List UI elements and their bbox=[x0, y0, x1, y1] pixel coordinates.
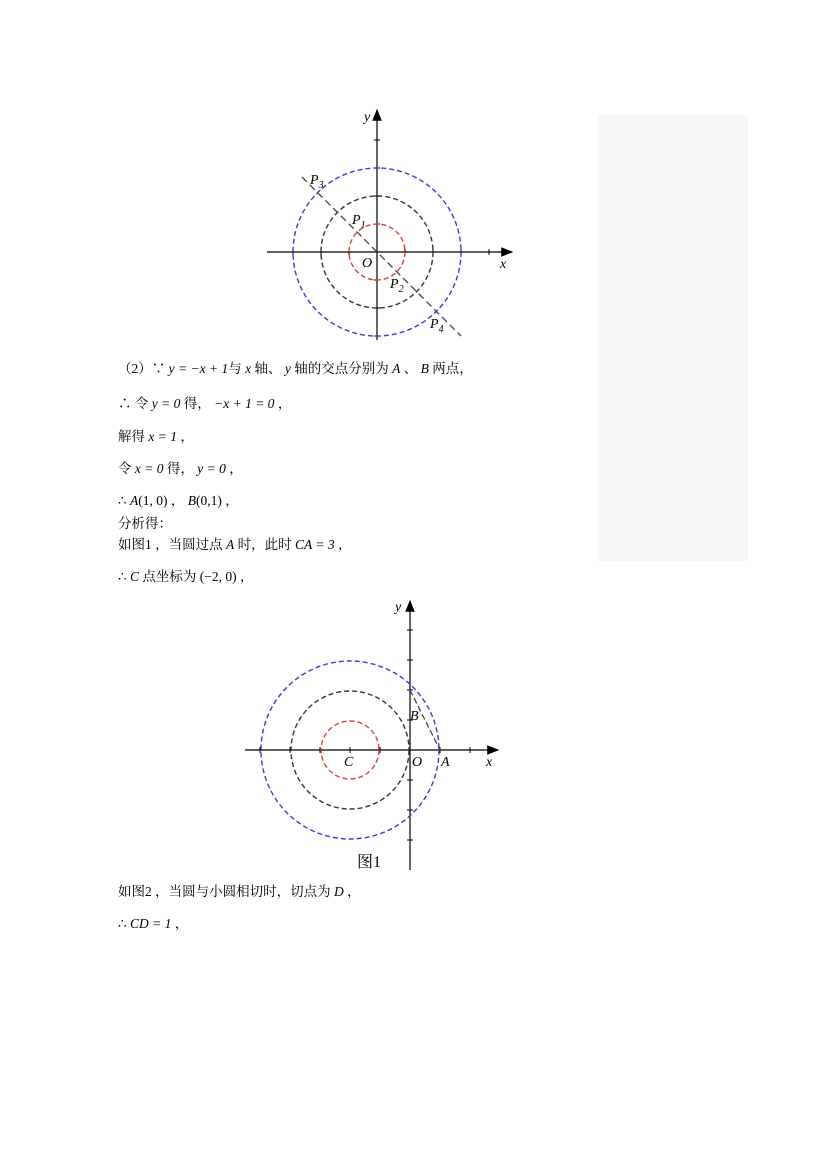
point-a-label: A bbox=[441, 755, 450, 770]
point-p4-label: $P_4$ bbox=[430, 317, 444, 335]
point-b-label: B bbox=[410, 709, 419, 724]
sidebar-panel bbox=[598, 115, 748, 561]
text-line-7: 如图1 ，当圆过点 A 时，此时 CA = 3 ， bbox=[118, 537, 352, 552]
figure-concentric-circles-origin bbox=[262, 105, 522, 345]
text-line-10: ∴ CD = 1 ， bbox=[118, 916, 189, 931]
line-through-points bbox=[302, 177, 461, 336]
center-c-label: C bbox=[344, 755, 354, 770]
text-line-2: ∴ 令 y = 0 得， −x + 1 = 0 ， bbox=[118, 396, 292, 411]
text-line-4: 令 x = 0 得， y = 0 ， bbox=[118, 461, 243, 476]
text-line-6: 分析得： bbox=[118, 516, 172, 531]
text-line-3: 解得 x = 1 ， bbox=[118, 429, 194, 444]
origin-label: O bbox=[362, 256, 373, 271]
text-line-8: ∴ C 点坐标为 (−2, 0) ， bbox=[118, 569, 254, 584]
point-p2-label: $P_2$ bbox=[390, 277, 404, 295]
point-p3-label: $P_3$ bbox=[310, 173, 324, 191]
origin-label: O bbox=[412, 755, 423, 770]
figure-1-circles-center-c bbox=[240, 595, 510, 875]
point-p1-label: $P_1$ bbox=[352, 213, 366, 231]
text-line-1: （2）∵ y = −x + 1与 x 轴、 y 轴的交点分别为 A 、 B 两点， bbox=[118, 361, 473, 376]
axis-x-label: x bbox=[500, 257, 507, 272]
axis-y-label: y bbox=[364, 110, 371, 125]
text-line-9: 如图2 ，当圆与小圆相切时，切点为 D ， bbox=[118, 884, 361, 899]
axis-x-label: x bbox=[486, 755, 493, 770]
figure-caption: 图1 bbox=[357, 854, 382, 871]
text-line-5: ∴ A(1, 0) ， B(0,1) ， bbox=[118, 493, 239, 508]
axis-y-label: y bbox=[395, 600, 402, 615]
